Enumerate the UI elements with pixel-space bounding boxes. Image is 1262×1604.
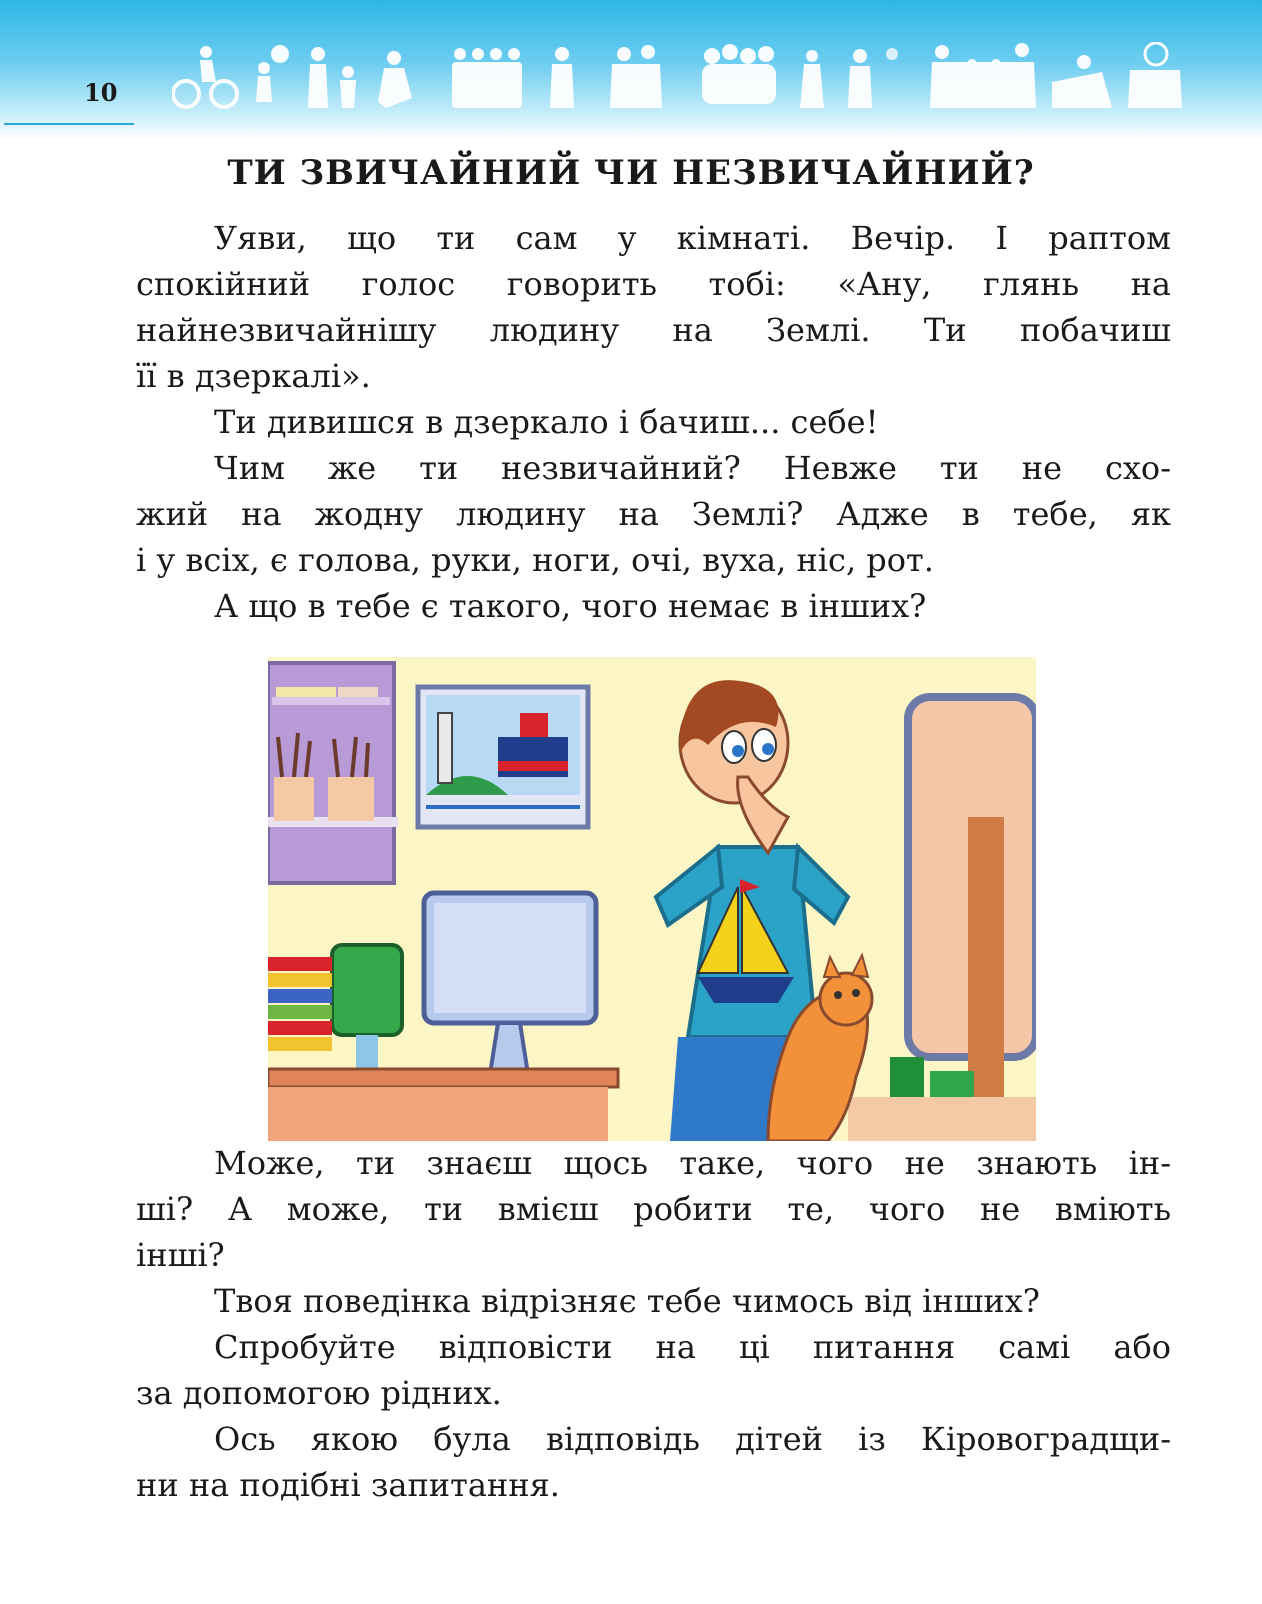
paragraph-5 [136, 1140, 1171, 1278]
paragraph-8 [136, 1416, 1171, 1508]
boy-at-mirror-illustration [268, 657, 1036, 1141]
people-silhouettes-icon [172, 42, 1182, 112]
text-line: ші? А може, ти вмієш робити те, чого не вміють [136, 1190, 1171, 1228]
text-line: Чим же ти незвичайний? Невже ти не схо- [214, 449, 1171, 487]
text-line: Твоя поведінка відрізняє тебе чимось від інших? [214, 1282, 1040, 1320]
illustration-drawing [268, 657, 1036, 1141]
page-header-band [0, 0, 1262, 140]
paragraph-7 [136, 1324, 1171, 1416]
paragraph-6 [136, 1278, 1171, 1324]
text-line: Спробуйте відповісти на ці питання самі або [214, 1328, 1171, 1366]
text-line: інші? [136, 1236, 225, 1274]
page-title: ТИ ЗВИЧАЙНИЙ ЧИ НЕЗВИЧАЙНИЙ? [227, 153, 1035, 193]
text-line: Ти дивишся в дзеркало і бачиш... себе! [214, 403, 879, 441]
text-line: ни на подібні запитання. [136, 1466, 560, 1504]
paragraph-4 [136, 583, 1171, 629]
text-line: А що в тебе є такого, чого немає в інших? [214, 587, 927, 625]
text-line: найнезвичайнішу людину на Землі. Ти побачиш [136, 311, 1171, 349]
text-line: спокійний голос говорить тобі: «Ану, глянь на [136, 265, 1171, 303]
paragraph-1 [136, 215, 1171, 399]
paragraph-2 [136, 399, 1171, 445]
text-line: Уяви, що ти сам у кімнаті. Вечір. І раптом [214, 219, 1171, 257]
page-number-rule [4, 123, 134, 125]
text-line: і у всіх, є голова, руки, ноги, очі, вуха, ніс, рот. [136, 541, 934, 579]
text-line: жий на жодну людину на Землі? Адже в тебе, як [136, 495, 1171, 533]
paragraph-3 [136, 445, 1171, 583]
page-number: 10 [84, 78, 118, 107]
text-line: за допомогою рідних. [136, 1374, 502, 1412]
text-line: Може, ти знаєш щось таке, чого не знають ін- [214, 1144, 1171, 1182]
text-line: її в дзеркалі». [136, 357, 371, 395]
text-line: Ось якою була відповідь дітей із Кіровоградщи- [214, 1420, 1171, 1458]
